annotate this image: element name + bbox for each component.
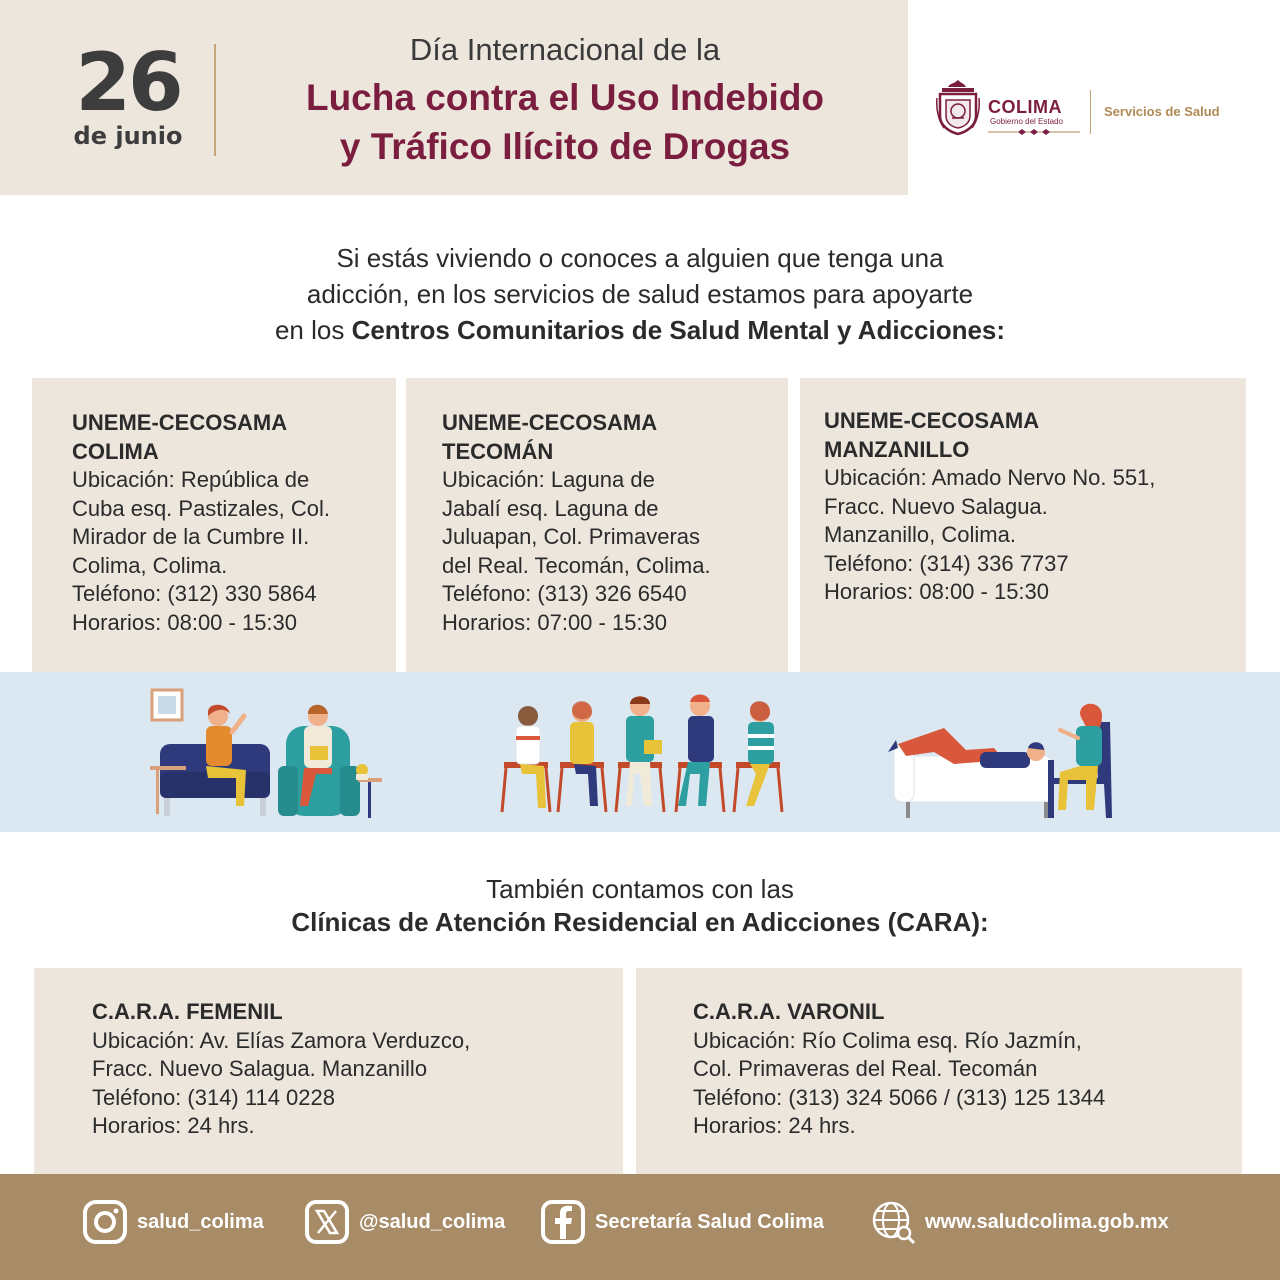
card-line: del Real. Tecomán, Colima. bbox=[442, 552, 711, 578]
intro-line-1: Si estás viviendo o conoces a alguien que tenga una bbox=[336, 243, 944, 273]
card-subtitle: COLIMA bbox=[72, 438, 159, 464]
card-line: Manzanillo, Colima. bbox=[824, 522, 1016, 547]
instagram-handle: salud_colima bbox=[137, 1210, 264, 1233]
card-phone: Teléfono: (312) 330 5864 bbox=[72, 581, 317, 606]
cara-femenil-card bbox=[34, 968, 623, 1178]
intro-text bbox=[100, 240, 1180, 348]
website-link[interactable] bbox=[870, 1198, 1169, 1246]
x-link[interactable] bbox=[304, 1198, 505, 1246]
card-line: Ubicación: Río Colima esq. Río Jazmín, bbox=[693, 1027, 1082, 1053]
card-line: Jabalí esq. Laguna de bbox=[442, 495, 659, 521]
header bbox=[0, 0, 1280, 195]
card-line: Fracc. Nuevo Salagua. Manzanillo bbox=[92, 1056, 428, 1081]
card-hours: Horarios: 24 hrs. bbox=[693, 1113, 856, 1138]
globe-icon bbox=[870, 1199, 916, 1245]
department-name: Servicios de Salud bbox=[1104, 104, 1220, 119]
logo-subtitle: Gobierno del Estado bbox=[990, 117, 1063, 126]
card-line: Ubicación: Laguna de bbox=[442, 467, 655, 492]
card-line: Ubicación: Av. Elías Zamora Verduzco, bbox=[92, 1027, 471, 1053]
facebook-icon bbox=[540, 1199, 586, 1245]
card-hours: Horarios: 08:00 - 15:30 bbox=[72, 609, 298, 635]
illustration-band bbox=[0, 672, 1280, 832]
state-emblem-icon bbox=[936, 78, 980, 136]
card-line: Ubicación: República de bbox=[72, 467, 310, 492]
card-hours: Horarios: 24 hrs. bbox=[92, 1113, 255, 1138]
cara-heading-line-1: También contamos con las bbox=[486, 874, 794, 904]
card-title: C.A.R.A. VARONIL bbox=[693, 999, 885, 1024]
logo-ornament-icon bbox=[988, 128, 1080, 136]
card-line: Fracc. Nuevo Salagua. bbox=[824, 493, 1048, 519]
cecosama-tecoman-card bbox=[406, 378, 788, 678]
couch-therapy-illustration bbox=[884, 700, 1124, 822]
card-title: UNEME-CECOSAMA bbox=[442, 410, 658, 435]
card-subtitle: MANZANILLO bbox=[824, 436, 970, 462]
website-url: www.saludcolima.gob.mx bbox=[925, 1210, 1169, 1233]
card-phone: Teléfono: (313) 324 5066 / (313) 125 1344 bbox=[693, 1084, 1106, 1110]
cara-varonil-card bbox=[636, 968, 1242, 1178]
cara-heading-line-2: Clínicas de Atención Residencial en Adicciones (CARA): bbox=[291, 907, 989, 937]
therapy-session-illustration bbox=[146, 686, 386, 820]
card-hours: Horarios: 07:00 - 15:30 bbox=[442, 609, 668, 635]
page-title-main-2: y Tráfico Ilícito de Drogas bbox=[339, 126, 791, 167]
card-line: Ubicación: Amado Nervo No. 551, bbox=[824, 465, 1156, 490]
cara-heading bbox=[100, 873, 1180, 939]
card-line: Juluapan, Col. Primaveras bbox=[442, 524, 701, 549]
card-subtitle: TECOMÁN bbox=[442, 438, 554, 464]
card-line: Cuba esq. Pastizales, Col. bbox=[72, 495, 331, 521]
intro-line-2: adicción, en los servicios de salud estamos para apoyarte bbox=[306, 279, 974, 309]
footer bbox=[0, 1174, 1280, 1280]
intro-line-3-bold: Centros Comunitarios de Salud Mental y Adicciones: bbox=[351, 315, 1006, 345]
facebook-page: Secretaría Salud Colima bbox=[595, 1210, 824, 1233]
facebook-link[interactable] bbox=[540, 1198, 824, 1246]
header-divider bbox=[214, 44, 216, 156]
cecosama-manzanillo-card bbox=[800, 378, 1246, 678]
intro-line-3-prefix: en los bbox=[274, 315, 352, 345]
event-month: de junio bbox=[73, 122, 183, 150]
x-icon bbox=[304, 1199, 350, 1245]
page-title-main: Lucha contra el Uso Indebido bbox=[305, 77, 825, 118]
card-hours: Horarios: 08:00 - 15:30 bbox=[824, 579, 1050, 604]
logo-wordmark: COLIMA bbox=[988, 97, 1062, 117]
card-phone: Teléfono: (313) 326 6540 bbox=[442, 581, 687, 606]
intro-line-3 bbox=[100, 312, 1180, 348]
x-handle: @salud_colima bbox=[359, 1210, 506, 1233]
card-phone: Teléfono: (314) 336 7737 bbox=[824, 550, 1069, 576]
page-title-intro: Día Internacional de la bbox=[409, 32, 721, 67]
group-therapy-illustration bbox=[494, 690, 792, 822]
card-line: Mirador de la Cumbre II. bbox=[72, 524, 310, 549]
card-title: C.A.R.A. FEMENIL bbox=[92, 999, 283, 1024]
instagram-link[interactable] bbox=[82, 1198, 264, 1246]
card-title: UNEME-CECOSAMA bbox=[824, 408, 1040, 433]
event-day: 26 bbox=[75, 36, 181, 129]
card-line: Col. Primaveras del Real. Tecomán bbox=[693, 1056, 1038, 1081]
card-title: UNEME-CECOSAMA bbox=[72, 410, 288, 435]
header-title-panel bbox=[0, 0, 908, 195]
card-line: Colima, Colima. bbox=[72, 552, 228, 578]
cecosama-colima-card bbox=[32, 378, 396, 678]
card-phone: Teléfono: (314) 114 0228 bbox=[92, 1084, 335, 1110]
logo-divider bbox=[1090, 90, 1091, 134]
instagram-icon bbox=[82, 1199, 128, 1245]
